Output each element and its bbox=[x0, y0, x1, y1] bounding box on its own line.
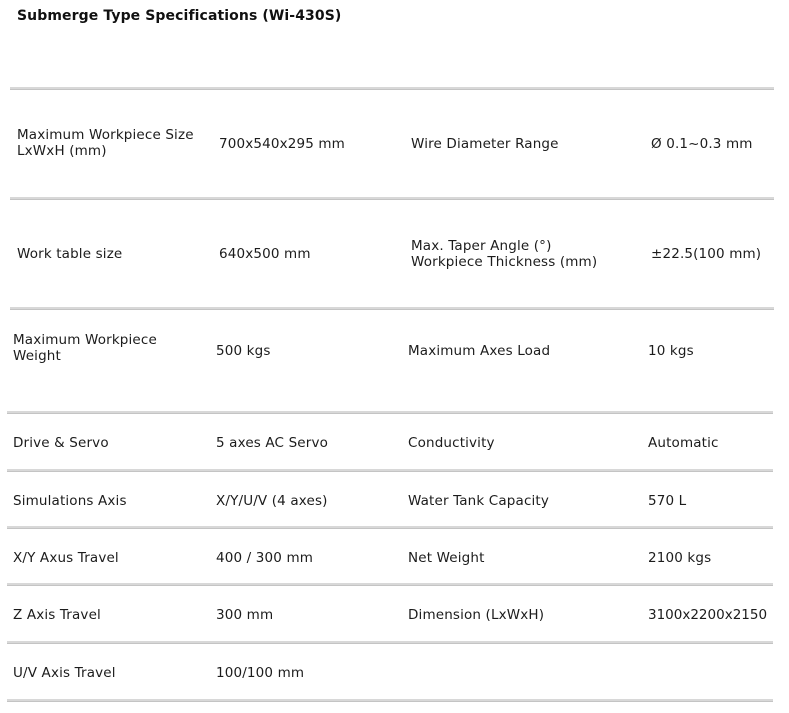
spec-value: 700x540x295 mm bbox=[219, 136, 345, 152]
spec-value: ±22.5(100 mm) bbox=[651, 246, 762, 262]
spec-value: X/Y/U/V (4 axes) bbox=[216, 493, 328, 509]
spec-label: Maximum Axes Load bbox=[408, 343, 551, 359]
spec-label: U/V Axis Travel bbox=[13, 665, 116, 681]
spec-label: Net Weight bbox=[408, 550, 485, 566]
spec-label: Drive & Servo bbox=[13, 435, 109, 451]
row-divider bbox=[7, 699, 773, 702]
spec-label: Maximum Workpiece Size LxWxH (mm) bbox=[17, 127, 194, 159]
spec-value: 570 L bbox=[648, 493, 687, 509]
spec-value: 640x500 mm bbox=[219, 246, 311, 262]
row-divider bbox=[7, 469, 773, 472]
spec-label: Z Axis Travel bbox=[13, 607, 101, 623]
spec-label: Max. Taper Angle (°) Workpiece Thickness (mm) bbox=[411, 238, 598, 270]
page-title: Submerge Type Specifications (Wi-430S) bbox=[17, 8, 342, 24]
spec-value: Automatic bbox=[648, 435, 719, 451]
spec-label: Conductivity bbox=[408, 435, 495, 451]
spec-value: 100/100 mm bbox=[216, 665, 305, 681]
spec-label: Wire Diameter Range bbox=[411, 136, 559, 152]
spec-value: 10 kgs bbox=[648, 343, 694, 359]
spec-label: Work table size bbox=[17, 246, 123, 262]
spec-label: Water Tank Capacity bbox=[408, 493, 549, 509]
spec-value: 400 / 300 mm bbox=[216, 550, 314, 566]
spec-value: 5 axes AC Servo bbox=[216, 435, 328, 451]
spec-value: 500 kgs bbox=[216, 343, 271, 359]
row-divider bbox=[7, 411, 773, 414]
spec-value: 300 mm bbox=[216, 607, 274, 623]
spec-label: X/Y Axus Travel bbox=[13, 550, 119, 566]
row-divider bbox=[7, 641, 773, 644]
row-divider bbox=[10, 87, 774, 90]
row-divider bbox=[7, 526, 773, 529]
spec-label: Simulations Axis bbox=[13, 493, 127, 509]
row-divider bbox=[7, 583, 773, 586]
spec-value: 2100 kgs bbox=[648, 550, 712, 566]
row-divider bbox=[10, 197, 774, 200]
spec-value: Ø 0.1~0.3 mm bbox=[651, 136, 753, 152]
row-divider bbox=[10, 307, 774, 310]
spec-value: 3100x2200x2150 bbox=[648, 607, 768, 623]
spec-label: Dimension (LxWxH) bbox=[408, 607, 545, 623]
spec-label: Maximum Workpiece Weight bbox=[13, 332, 157, 364]
